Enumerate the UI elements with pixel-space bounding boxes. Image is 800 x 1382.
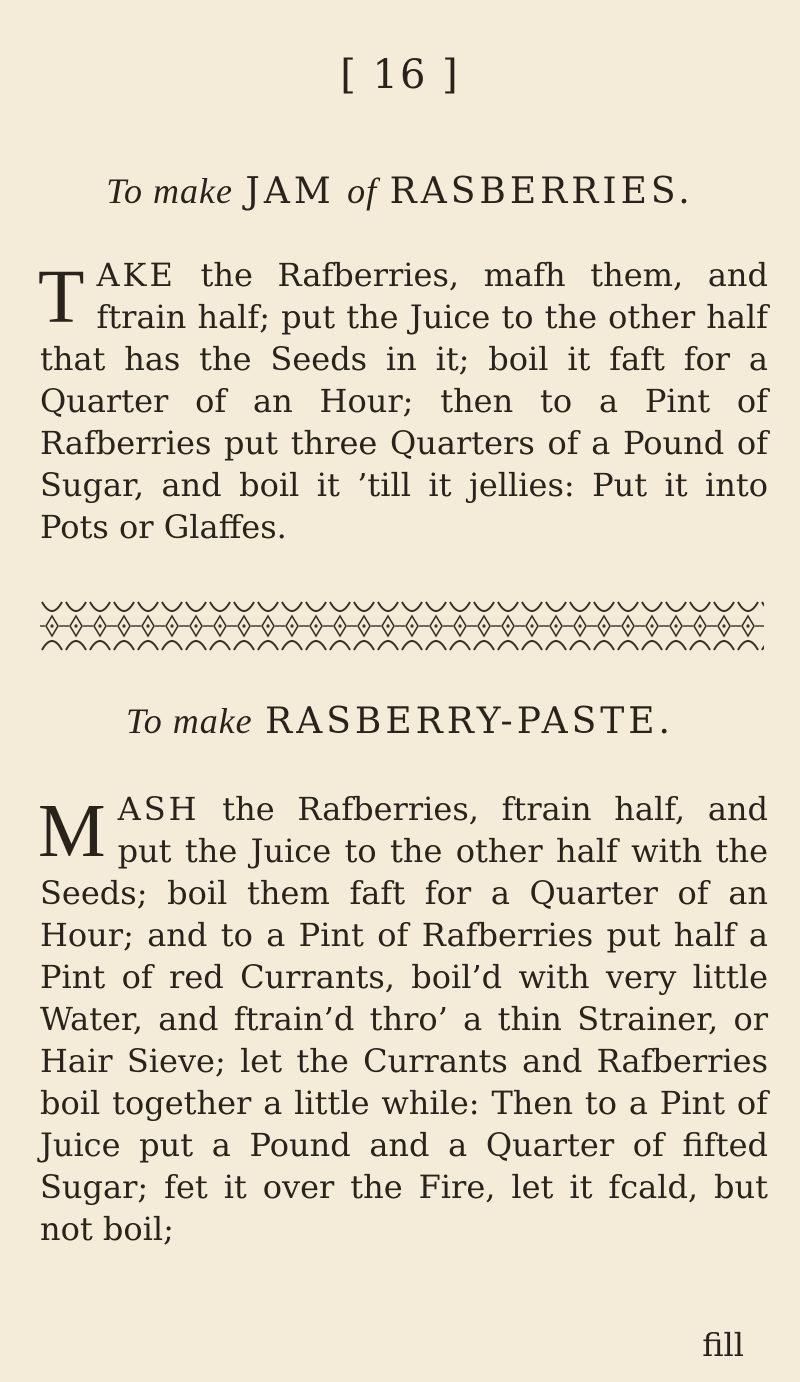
drop-cap: T [38,255,85,339]
heading-object: RASBERRIES. [389,171,694,212]
paragraph-text: the Rafberries, ftrain half, and put the Juice to the other half with the Seeds; boil them faft for a Quarter of an Hour; and to a Pint of Rafberries put half a Pint of red Currants, boil’d with very little Water, and ftrain’d thro’ a thin Strainer, or Hair Sieve; let the Currants and Rafberries boil together a little while: Then to a Pint of Juice put a Pound and a Quarter of fifted Sugar; fet it over the Fire, let it fcald, but not boil; [40,790,768,1248]
ornamental-divider [40,598,764,654]
page-number: [ 16 ] [340,52,460,98]
recipe-paste-heading [0,700,800,742]
heading-subject: JAM [245,171,335,212]
heading-object: RASBERRY-PASTE. [265,701,674,742]
heading-prefix: To make [125,701,253,741]
recipe-paste-paragraph [40,788,768,1250]
heading-of: of [347,171,378,211]
drop-cap: M [38,789,106,873]
lead-caps: ASH [117,790,200,828]
paragraph-text: the Rafberries, mafh them, and ftrain half; put the Juice to the other half that has the Seeds in it; boil it faft for a Quarter of an Hour; then to a Pint of Rafberries put three Quarters of a Pound of Sugar, and boil it ’till it jellies: Put it into Pots or Glaffes. [40,256,768,546]
catchword: fill [702,1326,744,1364]
heading-prefix: To make [106,171,233,211]
lead-caps: AKE [96,256,176,294]
recipe-jam-paragraph [40,254,768,548]
recipe-jam-heading [0,170,800,212]
